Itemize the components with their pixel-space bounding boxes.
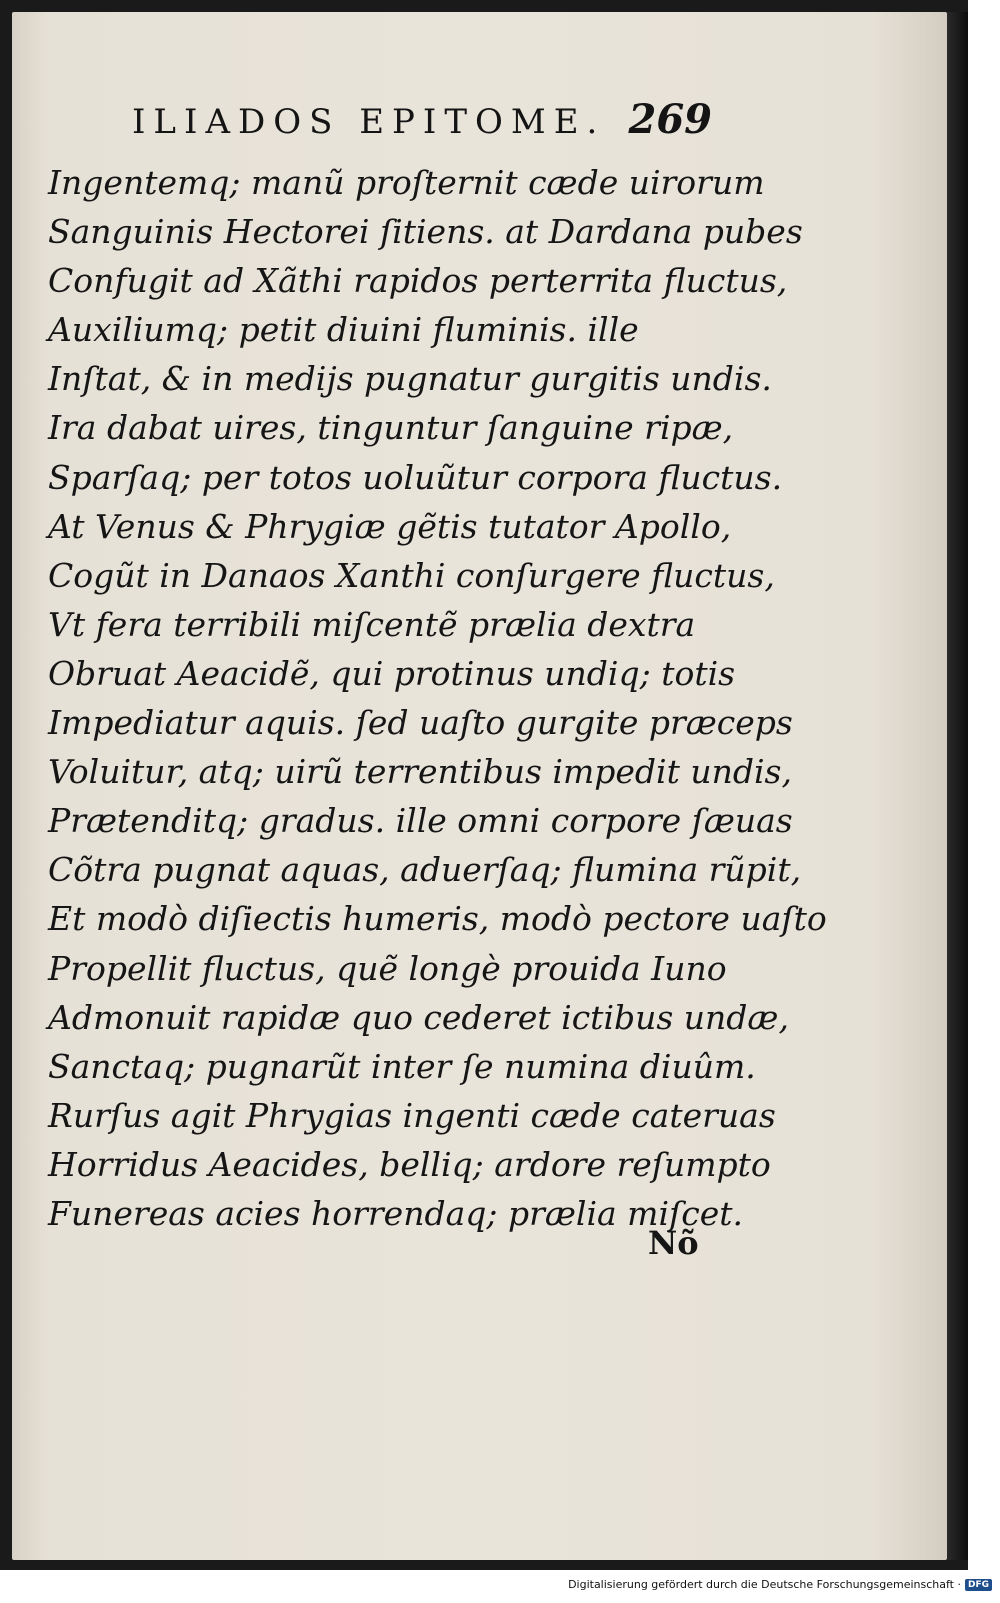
dfg-logo-icon: DFG bbox=[965, 1579, 992, 1591]
verse-line: Obruat Aeacidẽ, qui protinus undiq; totis bbox=[48, 653, 736, 693]
page-number: 269 bbox=[628, 96, 712, 143]
verse-line: Propellit fluctus, quẽ longè prouida Iuno bbox=[48, 948, 727, 988]
verse-line: Sanctaq; pugnarũt inter ſe numina diuûm. bbox=[48, 1046, 756, 1086]
verse-line: Cõtra pugnat aquas, aduerſaq; flumina rũpit, bbox=[48, 850, 802, 890]
verse-line: Ira dabat uires, tinguntur ſanguine ripæ, bbox=[48, 408, 734, 448]
verse-line: Cogũt in Danaos Xanthi conſurgere fluctus, bbox=[48, 555, 775, 595]
verse-line: Ingentemq; manũ proſternit cæde uirorum bbox=[48, 163, 765, 202]
verse-line: Impediatur aquis. ſed uaſto gurgite præceps bbox=[48, 703, 793, 743]
verse-line: Horridus Aeacides, belliq; ardore reſumpto bbox=[48, 1144, 771, 1184]
verse-line: Prætenditq; gradus. ille omni corpore ſæuas bbox=[48, 801, 793, 841]
verse-line: Et modò diſiectis humeris, modò pectore uaſto bbox=[48, 899, 827, 939]
verse-line: At Venus & Phrygiæ gẽtis tutator Apollo, bbox=[48, 506, 732, 546]
credit-text: Digitalisierung gefördert durch die Deutsche Forschungsgemeinschaft · bbox=[568, 1578, 961, 1591]
running-title: ILIADOS EPITOME. bbox=[132, 102, 606, 142]
verse-line: Admonuit rapidæ quo cederet ictibus undæ, bbox=[48, 997, 789, 1037]
verse-line: Sanguinis Hectorei ſitiens. at Dardana pubes bbox=[48, 212, 803, 252]
verse-line: Inſtat, & in medijs pugnatur gurgitis undis. bbox=[48, 359, 772, 399]
digitization-credit bbox=[568, 1578, 992, 1591]
book-spine bbox=[947, 12, 968, 1560]
verse-line: Funereas acies horrendaq; prælia miſcet. bbox=[48, 1193, 743, 1233]
verse-line: Vt fera terribili miſcentẽ prælia dextra bbox=[48, 604, 696, 644]
verse-line: Voluitur, atq; uirũ terrentibus impedit undis, bbox=[48, 752, 792, 792]
verse-text bbox=[48, 158, 827, 1238]
catchword: Nõ bbox=[648, 1224, 699, 1262]
verse-line: Auxiliumq; petit diuini fluminis. ille bbox=[48, 310, 639, 350]
book-page bbox=[12, 12, 947, 1560]
verse-line: Rurſus agit Phrygias ingenti cæde cateruas bbox=[48, 1095, 776, 1135]
verse-line: Confugit ad Xãthi rapidos perterrita fluctus, bbox=[48, 261, 788, 301]
verse-line: Sparſaq; per totos uoluũtur corpora fluctus. bbox=[48, 457, 783, 497]
